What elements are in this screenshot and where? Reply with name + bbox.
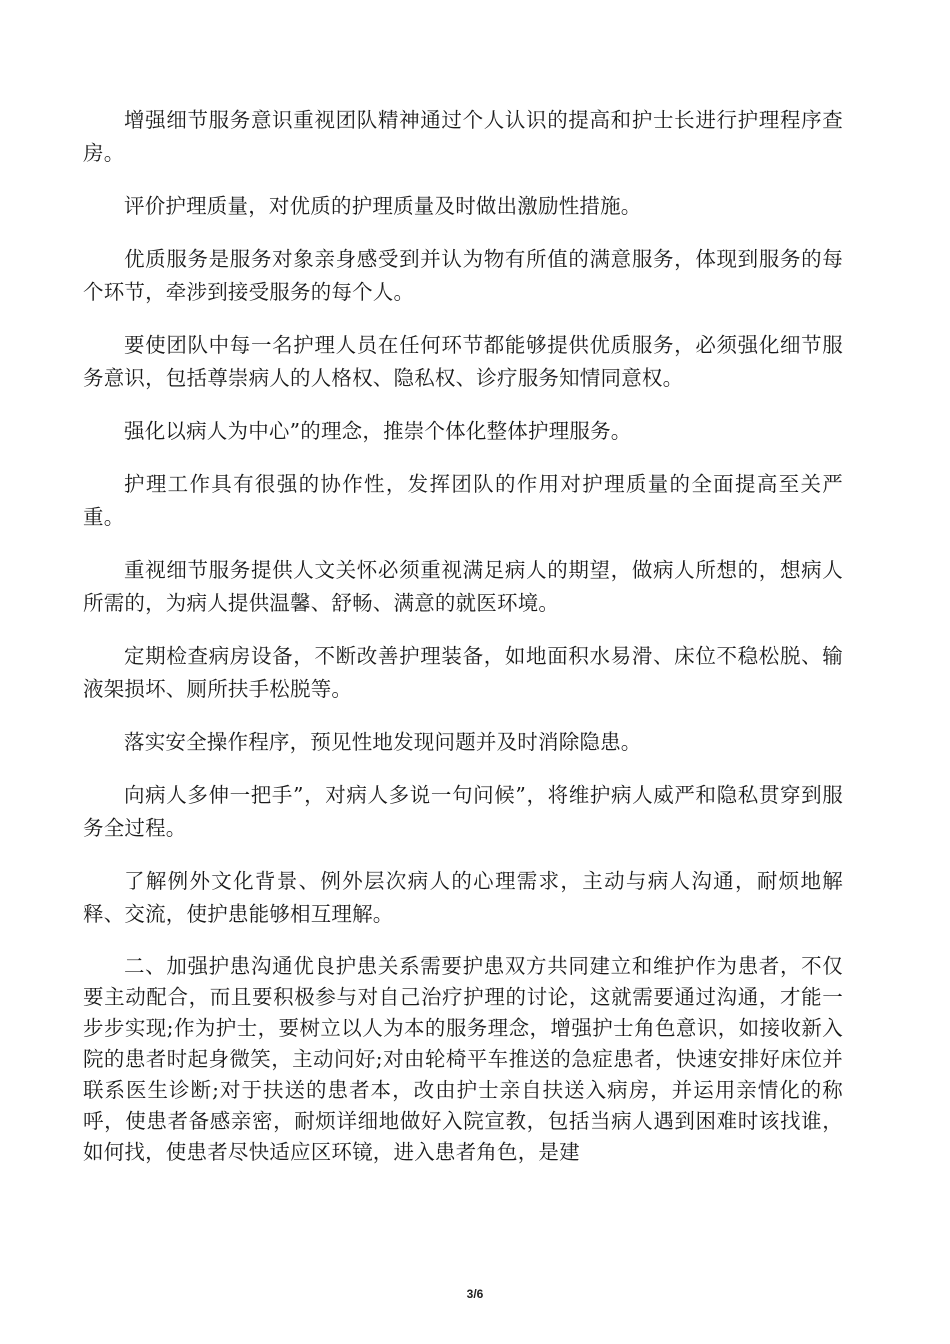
paragraph-7: 重视细节服务提供人文关怀必须重视满足病人的期望，做病人所想的，想病人所需的，为病人提供温馨、舒畅、满意的就医环境。 [83,558,843,615]
paragraph-12: 二、加强护患沟通优良护患关系需要护患双方共同建立和维护作为患者，不仅要主动配合，而且要积极参与对自己治疗护理的讨论，这就需要通过沟通，才能一步步实现;作为护士，要树立以人为本的服务理念，增强护士角色意识，如接收新入院的患者时起身微笑，主动问好;对由轮椅平车推送的急症患者，快速安排好床位并联系医生诊断;对于扶送的患者本，改由护士亲自扶送入病房，并运用亲情化的称呼，使患者备感亲密，耐烦详细地做好入院宣教，包括当病人遇到困难时该找谁，如何找，使患者尽快适应区环镜，进入患者角色，是建 [83,954,843,1164]
paragraph-5: 强化以病人为中心”的理念，推崇个体化整体护理服务。 [124,419,632,443]
paragraph-3: 优质服务是服务对象亲身感受到并认为物有所值的满意服务，体现到服务的每个环节，牵涉到接受服务的每个人。 [83,247,843,304]
document-body [83,104,843,1188]
paragraph-11: 了解例外文化背景、例外层次病人的心理需求，主动与病人沟通，耐烦地解释、交流，使护患能够相互理解。 [83,869,843,926]
paragraph-1: 增强细节服务意识重视团队精神通过个人认识的提高和护士长进行护理程序查房。 [83,108,843,165]
paragraph-8: 定期检查病房设备，不断改善护理装备，如地面积水易滑、床位不稳松脱、输液架损坏、厕所扶手松脱等。 [83,644,843,701]
paragraph-4: 要使团队中每一名护理人员在任何环节都能够提供优质服务，必须强化细节服务意识，包括尊崇病人的人格权、隐私权、诊疗服务知情同意权。 [83,333,843,390]
paragraph-2: 评价护理质量，对优质的护理质量及时做出激励性措施。 [124,194,642,218]
page-number: 3/6 [466,1287,484,1301]
paragraph-10: 向病人多伸一把手”，对病人多说一句问候”，将维护病人威严和隐私贯穿到服务全过程。 [83,783,843,840]
paragraph-6: 护理工作具有很强的协作性，发挥团队的作用对护理质量的全面提高至关严重。 [83,472,843,529]
paragraph-9: 落实安全操作程序，预见性地发现问题并及时消除隐患。 [124,730,642,754]
